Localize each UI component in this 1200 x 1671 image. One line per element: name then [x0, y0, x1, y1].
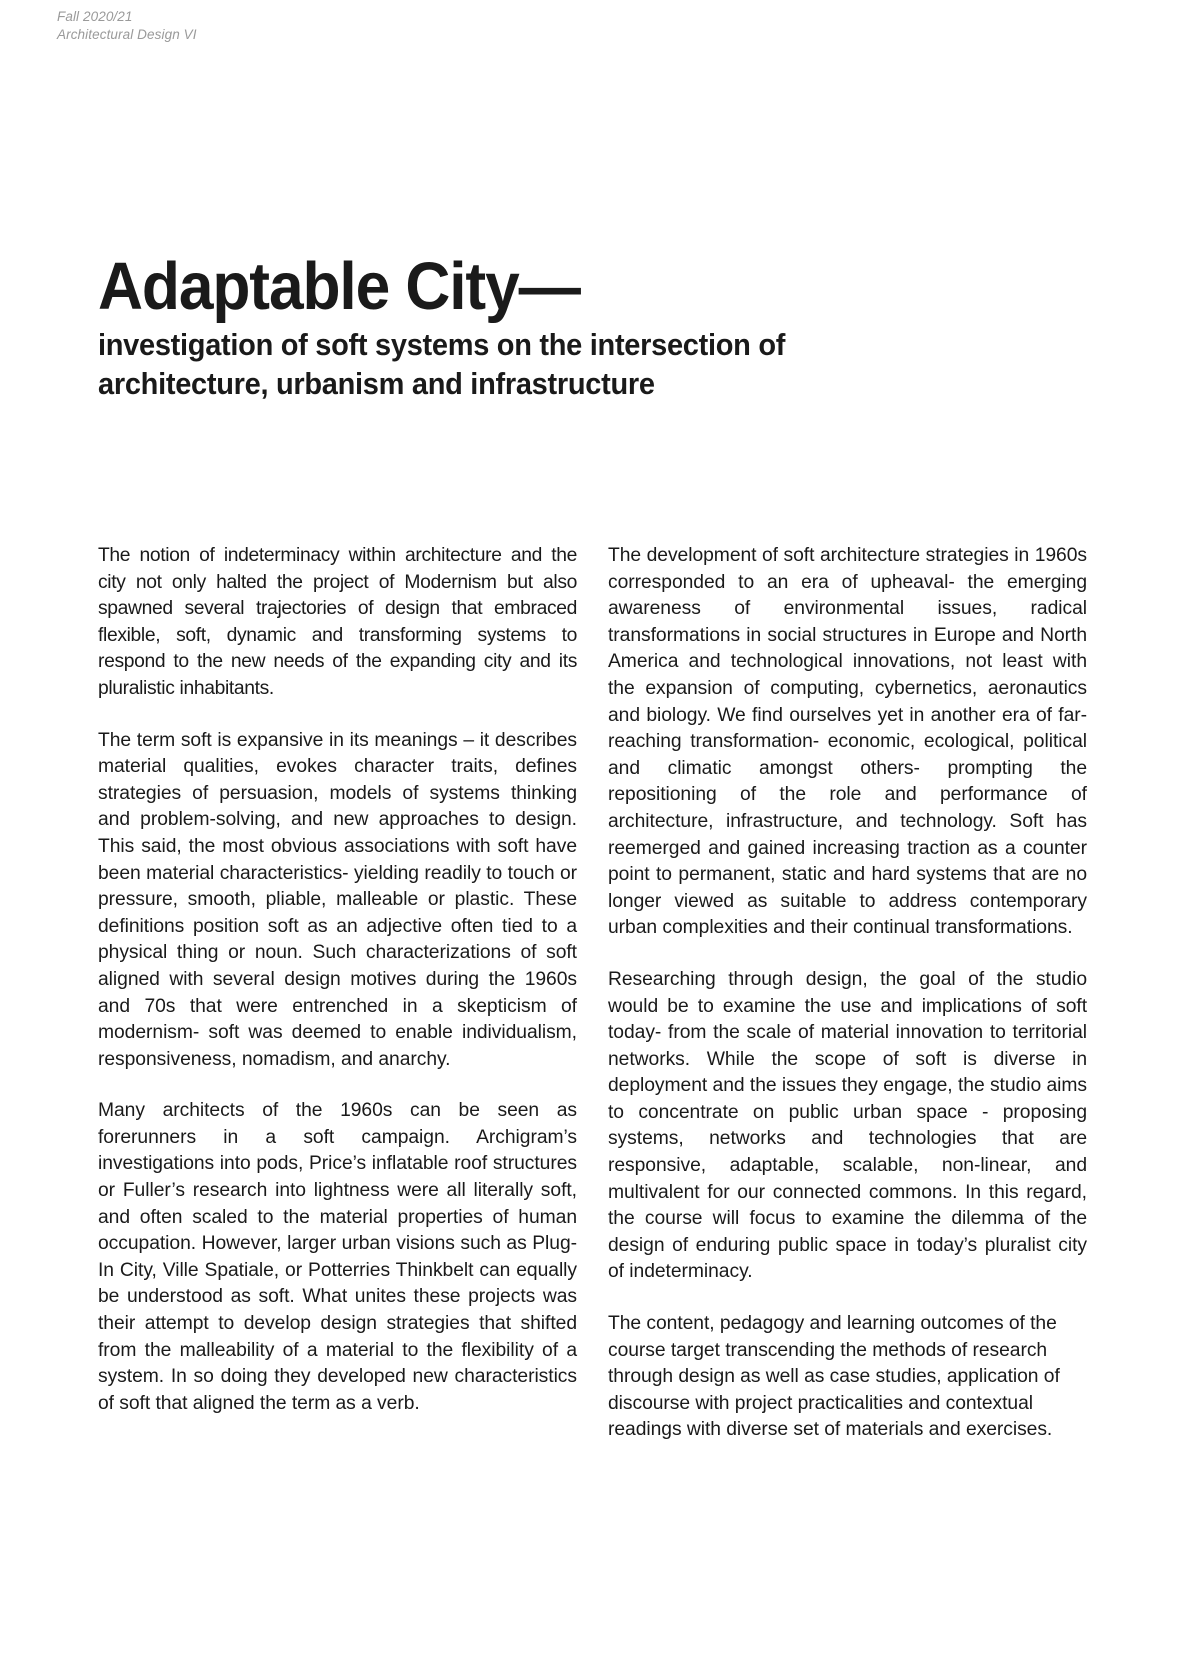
left-column	[98, 543, 577, 1444]
running-head-course: Architectural Design VI	[57, 27, 197, 42]
body-columns	[98, 543, 1088, 1444]
body-paragraph: The development of soft architecture strategies in 1960s corresponded to an era of upheaval- the emerging awareness of environmental issues, radical transformations in social structures in Europe and North America and technological innovations, not least with the expansion of computing, cybernetics, aeronautics and biology. We find ourselves yet in another era of far-reaching transformation- economic, ecological, political and climatic amongst others- prompting the repositioning of the role and performance of architecture, infrastructure, and technology. Soft has reemerged and gained increasing traction as a counter point to permanent, static and hard systems that are no longer viewed as suitable to address contemporary urban complexities and their continual transformations.	[608, 545, 1087, 939]
body-paragraph: The content, pedagogy and learning outcomes of the course target transcending the methods of research through design as well as case studies, application of discourse with project practicalities and contextual readings with diverse set of materials and exercises.	[608, 1313, 1060, 1441]
body-paragraph: Researching through design, the goal of the studio would be to examine the use and implications of soft today- from the scale of material innovation to territorial networks. While the scope of soft is diverse in deployment and the issues they engage, the studio aims to concentrate on public urban space - proposing systems, networks and technologies that are responsive, adaptable, scalable, non-linear, and multivalent for our connected commons. In this regard, the course will focus to examine the dilemma of the design of enduring public space in today’s pluralist city of indeterminacy.	[608, 968, 1087, 1283]
running-head-term: Fall 2020/21	[57, 9, 133, 24]
right-column	[608, 543, 1087, 1444]
page-subtitle	[98, 326, 1048, 404]
running-head	[57, 8, 197, 44]
body-paragraph: The term soft is expansive in its meanings – it describes material qualities, evokes character traits, defines strategies of persuasion, models of systems thinking and problem-solving, and new approaches to design. This said, the most obvious associations with soft have been material characteristics- yielding readily to touch or pressure, smooth, pliable, malleable or plastic. These definitions position soft as an adjective often tied to a physical thing or noun. Such characterizations of soft aligned with several design motives during the 1960s and 70s that were entrenched in a skepticism of modernism- soft was deemed to enable individualism, responsiveness, nomadism, and anarchy.	[98, 729, 577, 1070]
page-subtitle-line-2: architecture, urbanism and infrastructure	[98, 367, 655, 401]
body-paragraph: Many architects of the 1960s can be seen as forerunners in a soft campaign. Archigram’s investigations into pods, Price’s inflatable roof structures or Fuller’s research into lightness were all literally soft, and often scaled to the material properties of human occupation. However, larger urban visions such as Plug-In City, Ville Spatiale, or Potterries Thinkbelt can equally be understood as soft. What unites these projects was their attempt to develop design strategies that shifted from the malleability of a material to the flexibility of a system. In so doing they developed new characteristics of soft that aligned the term as a verb.	[98, 1100, 577, 1414]
page-title: Adaptable City—	[98, 249, 580, 324]
body-paragraph: The notion of indeterminacy within architecture and the city not only halted the project of Modernism but also spawned several trajectories of design that embraced flexible, soft, dynamic and transforming systems to respond to the new needs of the expanding city and its pluralistic inhabitants.	[98, 545, 577, 699]
title-block	[98, 249, 1098, 404]
page-subtitle-line-1: investigation of soft systems on the intersection of	[98, 328, 786, 362]
